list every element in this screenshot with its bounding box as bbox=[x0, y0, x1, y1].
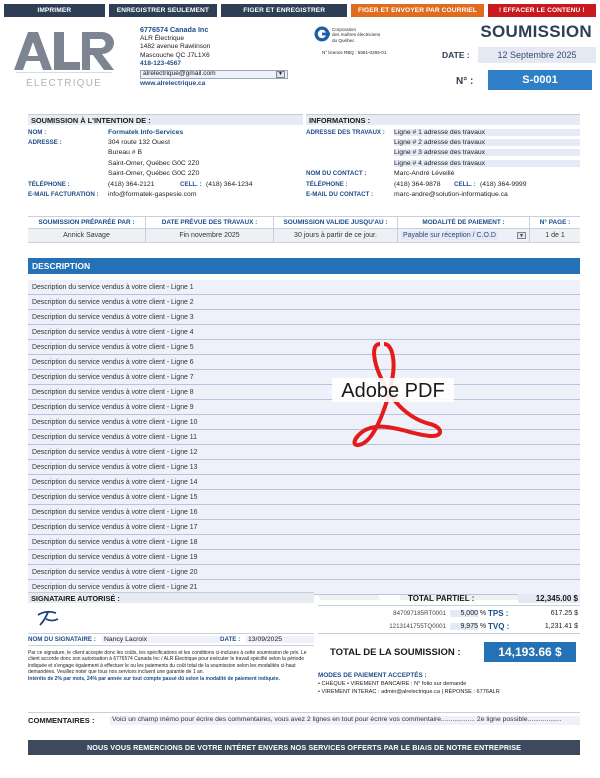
cmeq-name: Corporation des maîtres électriciens du Québec bbox=[332, 27, 381, 43]
totals-block bbox=[318, 592, 580, 695]
preparation-table bbox=[28, 216, 580, 246]
description-line[interactable]: Description du service vendus à votre client - Ligne 7 bbox=[28, 370, 580, 385]
client-email[interactable]: info@formatek-gaspesie.com bbox=[108, 191, 197, 199]
payment-terms-select[interactable] bbox=[398, 229, 530, 242]
interest-text: Intérêts de 2% par mois, 24% par année sur tout compte passé dû selon la modalité de paiement indiquée. bbox=[28, 675, 281, 682]
contact-phone-label: TÉLÉPHONE : bbox=[306, 180, 348, 188]
chevron-down-icon[interactable]: ▼ bbox=[517, 232, 526, 239]
info-section-header: INFORMATIONS : bbox=[306, 114, 580, 125]
comments-block bbox=[28, 712, 580, 734]
tps-value: 617.25 $ bbox=[550, 609, 578, 617]
signature-date-field[interactable]: 13/09/2025 bbox=[246, 636, 314, 643]
company-address: 1482 avenue Rawlinson bbox=[140, 43, 211, 51]
client-address-line[interactable]: Bureau # B bbox=[108, 149, 143, 157]
date-label: DATE : bbox=[442, 50, 470, 60]
tps-number: 847097185RT0001 bbox=[393, 609, 446, 617]
info-box bbox=[306, 127, 580, 209]
signer-name-field[interactable]: Nancy Lacroix bbox=[102, 636, 220, 643]
print-button[interactable]: IMPRIMER bbox=[4, 4, 105, 17]
client-email-label: E-MAIL FACTURATION : bbox=[28, 191, 99, 199]
description-line[interactable]: Description du service vendus à votre client - Ligne 15 bbox=[28, 490, 580, 505]
legal-text: Par ce signature, le client accepte donc les coûts, les spécifications et les conditions ci-incluses à cette soumission de prix. Le client accorde donc son autorisation à 6776574 Canada Inc / ALR Électrique pour exécuter le travail spécifié selon la période indiquée et s'engage également à effectuer le ou les paiements du coût total de la soumission selon les modalités ci-haut demandées. Veuillez noter que tous nos services incluent une garantie de 1 an. bbox=[28, 650, 307, 676]
tvq-pct: % bbox=[479, 623, 487, 630]
description-line[interactable]: Description du service vendus à votre client - Ligne 16 bbox=[28, 505, 580, 520]
adobe-pdf-icon bbox=[318, 340, 468, 450]
signature-date-label: DATE : bbox=[220, 636, 241, 643]
grand-total-value: 14,193.66 $ bbox=[484, 642, 576, 662]
tps-label: TPS : bbox=[488, 608, 509, 618]
tvq-number: 1213141755TQ0001 bbox=[389, 623, 446, 630]
signature-area[interactable] bbox=[28, 603, 314, 633]
tps-rate[interactable]: 5,000 bbox=[450, 610, 478, 617]
payment-terms-value: Payable sur réception / C.O.D bbox=[403, 232, 496, 239]
date-field[interactable]: 12 Septembre 2025 bbox=[478, 47, 596, 63]
description-line[interactable]: Description du service vendus à votre client - Ligne 6 bbox=[28, 355, 580, 370]
comments-field[interactable]: Voici un champ mémo pour écrire des commentaires, vous avez 2 lignes en tout pour écrire vos commentaire.................. 2e ligne possible.................. bbox=[110, 716, 580, 725]
client-address-line[interactable]: 304 route 132 Ouest bbox=[108, 139, 170, 147]
alr-logo bbox=[10, 26, 118, 96]
description-line[interactable]: Description du service vendus à votre client - Ligne 11 bbox=[28, 430, 580, 445]
description-line[interactable]: Description du service vendus à votre client - Ligne 3 bbox=[28, 310, 580, 325]
client-section-header: SOUMISSION À L'INTENTION DE : bbox=[28, 114, 303, 125]
description-line[interactable]: Description du service vendus à votre client - Ligne 2 bbox=[28, 295, 580, 310]
prepared-by-field[interactable]: Annick Savage bbox=[28, 229, 146, 242]
tps-pct: % bbox=[479, 609, 487, 617]
description-line[interactable]: Description du service vendus à votre client - Ligne 8 bbox=[28, 385, 580, 400]
company-city: Mascouche QC J7L1X6 bbox=[140, 51, 210, 59]
cmeq-logo-icon bbox=[314, 26, 330, 42]
client-name[interactable]: Formatek Info-Services bbox=[108, 128, 184, 136]
description-line[interactable]: Description du service vendus à votre client - Ligne 9 bbox=[28, 400, 580, 415]
description-line[interactable]: Description du service vendus à votre client - Ligne 18 bbox=[28, 535, 580, 550]
company-phone: 418-123-4567 bbox=[140, 60, 182, 68]
signer-name-label: NOM DU SIGNATAIRE : bbox=[28, 636, 96, 643]
description-line[interactable]: Description du service vendus à votre client - Ligne 20 bbox=[28, 565, 580, 580]
payment-modes-label: MODES DE PAIEMENT ACCEPTÉS : bbox=[318, 672, 427, 679]
save-only-button[interactable]: ENREGISTRER SEULEMENT bbox=[109, 4, 218, 17]
client-address-line[interactable]: Saint-Omer, Québec G0C 2Z0 bbox=[108, 159, 200, 167]
description-line[interactable]: Description du service vendus à votre client - Ligne 19 bbox=[28, 550, 580, 565]
description-lines bbox=[28, 280, 580, 595]
signature-block bbox=[28, 592, 314, 682]
description-line[interactable]: Description du service vendus à votre client - Ligne 12 bbox=[28, 445, 580, 460]
lock-and-save-button[interactable]: FIGER ET ENREGISTRER bbox=[221, 4, 347, 17]
client-cell[interactable]: (418) 364-1234 bbox=[206, 180, 253, 188]
payment-modes-line-1: • CHÈQUE • VIREMENT BANCAIRE : N° folio sur demande bbox=[318, 681, 467, 687]
works-address-line[interactable]: Ligne # 2 adresse des travaux bbox=[394, 139, 580, 146]
client-phone-label: TÉLÉPHONE : bbox=[28, 180, 70, 188]
rbq-license: N° licence RBQ : 5581-0265-01 bbox=[322, 50, 387, 55]
signature-mark-icon bbox=[36, 609, 62, 627]
company-email-select[interactable] bbox=[140, 70, 288, 79]
tvq-rate[interactable]: 9,975 bbox=[450, 623, 478, 630]
description-line[interactable]: Description du service vendus à votre client - Ligne 1 bbox=[28, 280, 580, 295]
clear-content-button[interactable]: ! EFFACER LE CONTENU ! bbox=[488, 4, 597, 17]
works-address-line[interactable]: Ligne # 4 adresse des travaux bbox=[394, 160, 580, 167]
company-name: 6776574 Canada Inc bbox=[140, 25, 209, 34]
contact-phone[interactable]: (418) 364-9878 bbox=[394, 180, 441, 188]
adobe-pdf-text: Adobe PDF bbox=[341, 380, 445, 402]
contact-name[interactable]: Marc-André Léveillé bbox=[394, 170, 455, 178]
client-phone[interactable]: (418) 364-2121 bbox=[108, 180, 155, 188]
client-address-line[interactable]: Saint-Omer, Québec G0C 2Z0 bbox=[108, 170, 200, 178]
client-address-label: ADRESSE : bbox=[28, 139, 62, 147]
company-email: alrelectrique@gmail.com bbox=[143, 70, 216, 78]
description-line[interactable]: Description du service vendus à votre client - Ligne 5 bbox=[28, 340, 580, 355]
works-address-label: ADRESSE DES TRAVAUX : bbox=[306, 128, 385, 136]
contact-email[interactable]: marc-andre@solution-informatique.ca bbox=[394, 191, 508, 199]
description-line[interactable]: Description du service vendus à votre client - Ligne 4 bbox=[28, 325, 580, 340]
payment-terms-header: MODALITÉ DE PAIEMENT : bbox=[398, 217, 530, 228]
description-line[interactable]: Description du service vendus à votre client - Ligne 21 bbox=[28, 580, 580, 595]
valid-until-field[interactable]: 30 jours à partir de ce jour. bbox=[274, 229, 398, 242]
lock-and-email-button[interactable]: FIGER ET ENVOYER PAR COURRIEL bbox=[351, 4, 483, 17]
number-label: N° : bbox=[456, 76, 474, 87]
grand-total-label: TOTAL DE LA SOUMISSION : bbox=[330, 646, 461, 658]
description-line[interactable]: Description du service vendus à votre client - Ligne 14 bbox=[28, 475, 580, 490]
quote-number-field[interactable]: S-0001 bbox=[488, 70, 592, 90]
works-address-line[interactable]: Ligne # 3 adresse des travaux bbox=[394, 149, 580, 156]
company-website[interactable]: www.alrelectrique.ca bbox=[140, 79, 206, 87]
comments-label: COMMENTAIRES : bbox=[28, 716, 95, 725]
tvq-value: 1,231.41 $ bbox=[544, 623, 578, 630]
works-address-line[interactable]: Ligne # 1 adresse des travaux bbox=[394, 129, 580, 136]
document-header bbox=[4, 20, 596, 112]
partial-total-label: TOTAL PARTIEL : bbox=[408, 594, 475, 603]
planned-date-header: DATE PRÉVUE DES TRAVAUX : bbox=[146, 217, 274, 228]
logo-text: ÉLECTRIQUE bbox=[26, 78, 102, 89]
company-trade-name: ALR Électrique bbox=[140, 34, 184, 42]
document-title: SOUMISSION bbox=[480, 22, 592, 41]
client-box bbox=[28, 127, 303, 209]
toolbar bbox=[4, 4, 596, 17]
contact-cell[interactable]: (418) 364-9999 bbox=[480, 180, 527, 188]
signature-section-header: SIGNATAIRE AUTORISÉ : bbox=[28, 592, 314, 603]
partial-total-value: 12,345.00 $ bbox=[518, 594, 580, 603]
footer-thanks: NOUS VOUS REMERCIONS DE VOTRE INTÉRET ENVERS NOS SERVICES OFFERTS PAR LE BIAIS DE NOTRE ENTREPRISE bbox=[28, 740, 580, 755]
valid-until-header: SOUMISSION VALIDE JUSQU'AU : bbox=[274, 217, 398, 228]
client-cell-label: CELL. : bbox=[180, 180, 202, 188]
chevron-down-icon[interactable]: ▼ bbox=[276, 71, 285, 78]
contact-name-label: NOM DU CONTACT : bbox=[306, 170, 367, 178]
company-info bbox=[140, 26, 300, 89]
contact-email-label: E-MAIL DU CONTACT : bbox=[306, 191, 374, 199]
payment-modes-line-2: • VIREMENT INTERAC : admin@alrelectrique.ca | RÉPONSE : 6776ALR bbox=[318, 689, 500, 695]
prepared-by-header: SOUMISSION PRÉPARÉE PAR : bbox=[28, 217, 146, 228]
tvq-label: TVQ : bbox=[488, 622, 510, 631]
description-line[interactable]: Description du service vendus à votre client - Ligne 10 bbox=[28, 415, 580, 430]
client-name-label: NOM : bbox=[28, 128, 47, 136]
planned-date-field[interactable]: Fin novembre 2025 bbox=[146, 229, 274, 242]
description-line[interactable]: Description du service vendus à votre client - Ligne 13 bbox=[28, 460, 580, 475]
contact-cell-label: CELL. : bbox=[454, 180, 476, 188]
page-number-header: N° PAGE : bbox=[530, 217, 580, 228]
description-line[interactable]: Description du service vendus à votre client - Ligne 17 bbox=[28, 520, 580, 535]
description-header: DESCRIPTION bbox=[28, 258, 580, 274]
page-number-field[interactable]: 1 de 1 bbox=[530, 229, 580, 242]
